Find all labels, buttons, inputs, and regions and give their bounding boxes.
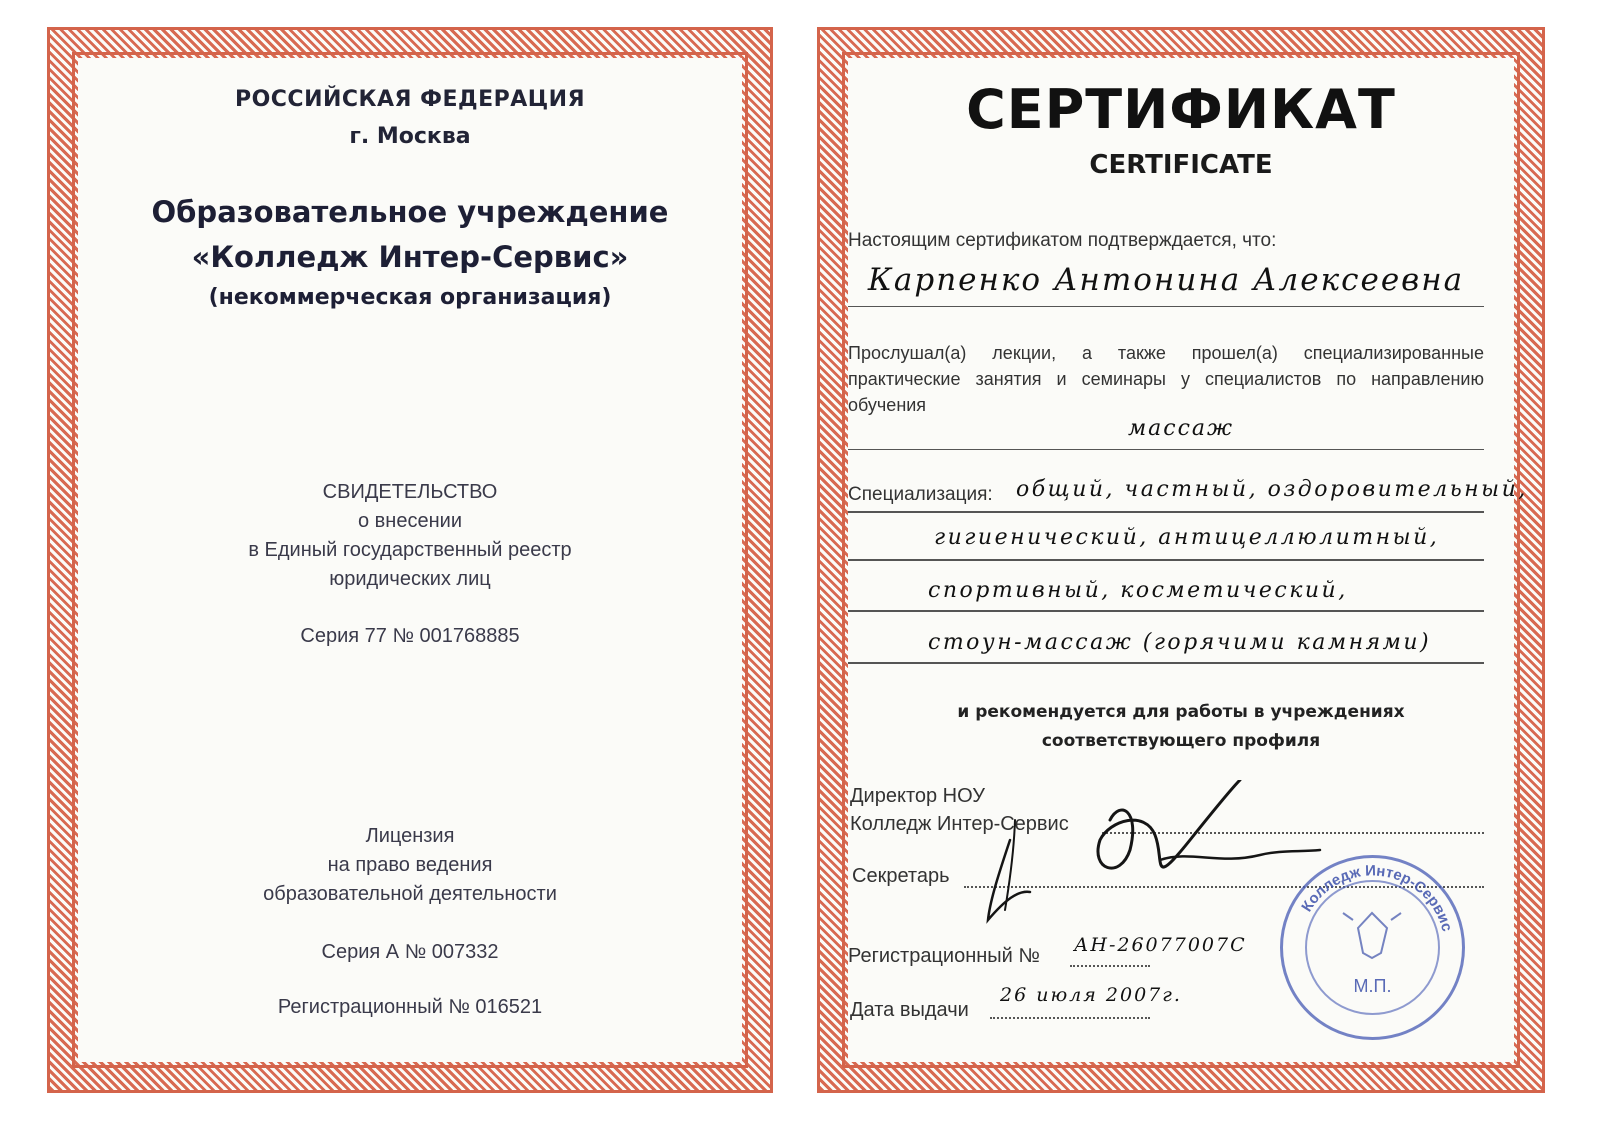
specialization-underline	[848, 559, 1484, 561]
certificate-subtitle: CERTIFICATE	[1089, 150, 1273, 180]
org-name-line1: Образовательное учреждение	[151, 195, 669, 229]
specialization-line: стоун-массаж (горячими камнями)	[928, 630, 1432, 655]
specialization-line: гигиенический, антицеллюлитный,	[934, 525, 1440, 550]
country-heading: РОССИЙСКАЯ ФЕДЕРАЦИЯ	[234, 87, 586, 112]
certificate-title: СЕРТИФИКАТ	[966, 78, 1396, 141]
issue-date-label: Дата выдачи	[850, 999, 969, 1021]
recommendation-line: соответствующего профиля	[1041, 731, 1321, 751]
right-page	[820, 30, 1542, 1090]
lectures-text: Прослушал(а) лекции, а также прошел(а) специализированные практические занятия и семинары у специалистов по направлению обучения	[848, 343, 1484, 415]
holder-name: Карпенко Антонина Алексеевна	[867, 262, 1465, 298]
recommendation-text	[820, 698, 1542, 756]
registry-line: о внесении	[358, 510, 462, 532]
specialization-underline	[848, 511, 1484, 513]
direction-value: массаж	[1127, 416, 1235, 441]
issue-date-line	[990, 1017, 1150, 1019]
registry-series: Серия 77 № 001768885	[300, 625, 520, 647]
official-stamp	[1280, 855, 1465, 1040]
license-line: образовательной деятельности	[263, 883, 557, 905]
recommendation-line: и рекомендуется для работы в учреждениях	[957, 702, 1405, 722]
registry-certificate-block	[50, 478, 770, 594]
specialization-underline	[848, 610, 1484, 612]
specialization-line: спортивный, косметический,	[928, 578, 1348, 603]
license-line: Лицензия	[365, 825, 455, 847]
license-series: Серия А № 007332	[321, 941, 499, 963]
reg-number-label: Регистрационный №	[848, 945, 1040, 967]
license-reg-number: Регистрационный № 016521	[277, 996, 543, 1018]
registry-line: СВИДЕТЕЛЬСТВО	[322, 481, 498, 503]
svg-text:Колледж Интер-Сервис: Колледж Интер-Сервис	[1298, 862, 1456, 934]
left-page	[50, 30, 770, 1090]
director-line: Директор НОУ	[850, 785, 985, 807]
license-block	[50, 822, 770, 909]
org-name-line3: (некоммерческая организация)	[208, 285, 612, 310]
specialization-underline	[848, 662, 1484, 664]
registry-line: в Единый государственный реестр	[248, 539, 572, 561]
specialization-label: Специализация:	[848, 484, 993, 505]
license-line: на право ведения	[327, 854, 493, 876]
issue-date-value: 26 июля 2007г.	[1000, 984, 1182, 1006]
specialization-line: общий, частный, оздоровительный,	[1016, 477, 1528, 502]
reg-number-value: АН-26077007С	[1074, 934, 1247, 956]
secretary-label: Секретарь	[852, 865, 950, 887]
city-heading: г. Москва	[349, 124, 471, 149]
director-line: Колледж Интер-Сервис	[850, 813, 1069, 835]
registry-line: юридических лиц	[329, 568, 491, 590]
handwritten-signatures	[970, 780, 1330, 930]
org-name-line2: «Колледж Интер-Сервис»	[191, 240, 629, 274]
confirm-text: Настоящим сертификатом подтверждается, что:	[848, 230, 1277, 251]
reg-number-line	[1070, 965, 1150, 967]
stamp-mark: М.П.	[1353, 976, 1392, 996]
